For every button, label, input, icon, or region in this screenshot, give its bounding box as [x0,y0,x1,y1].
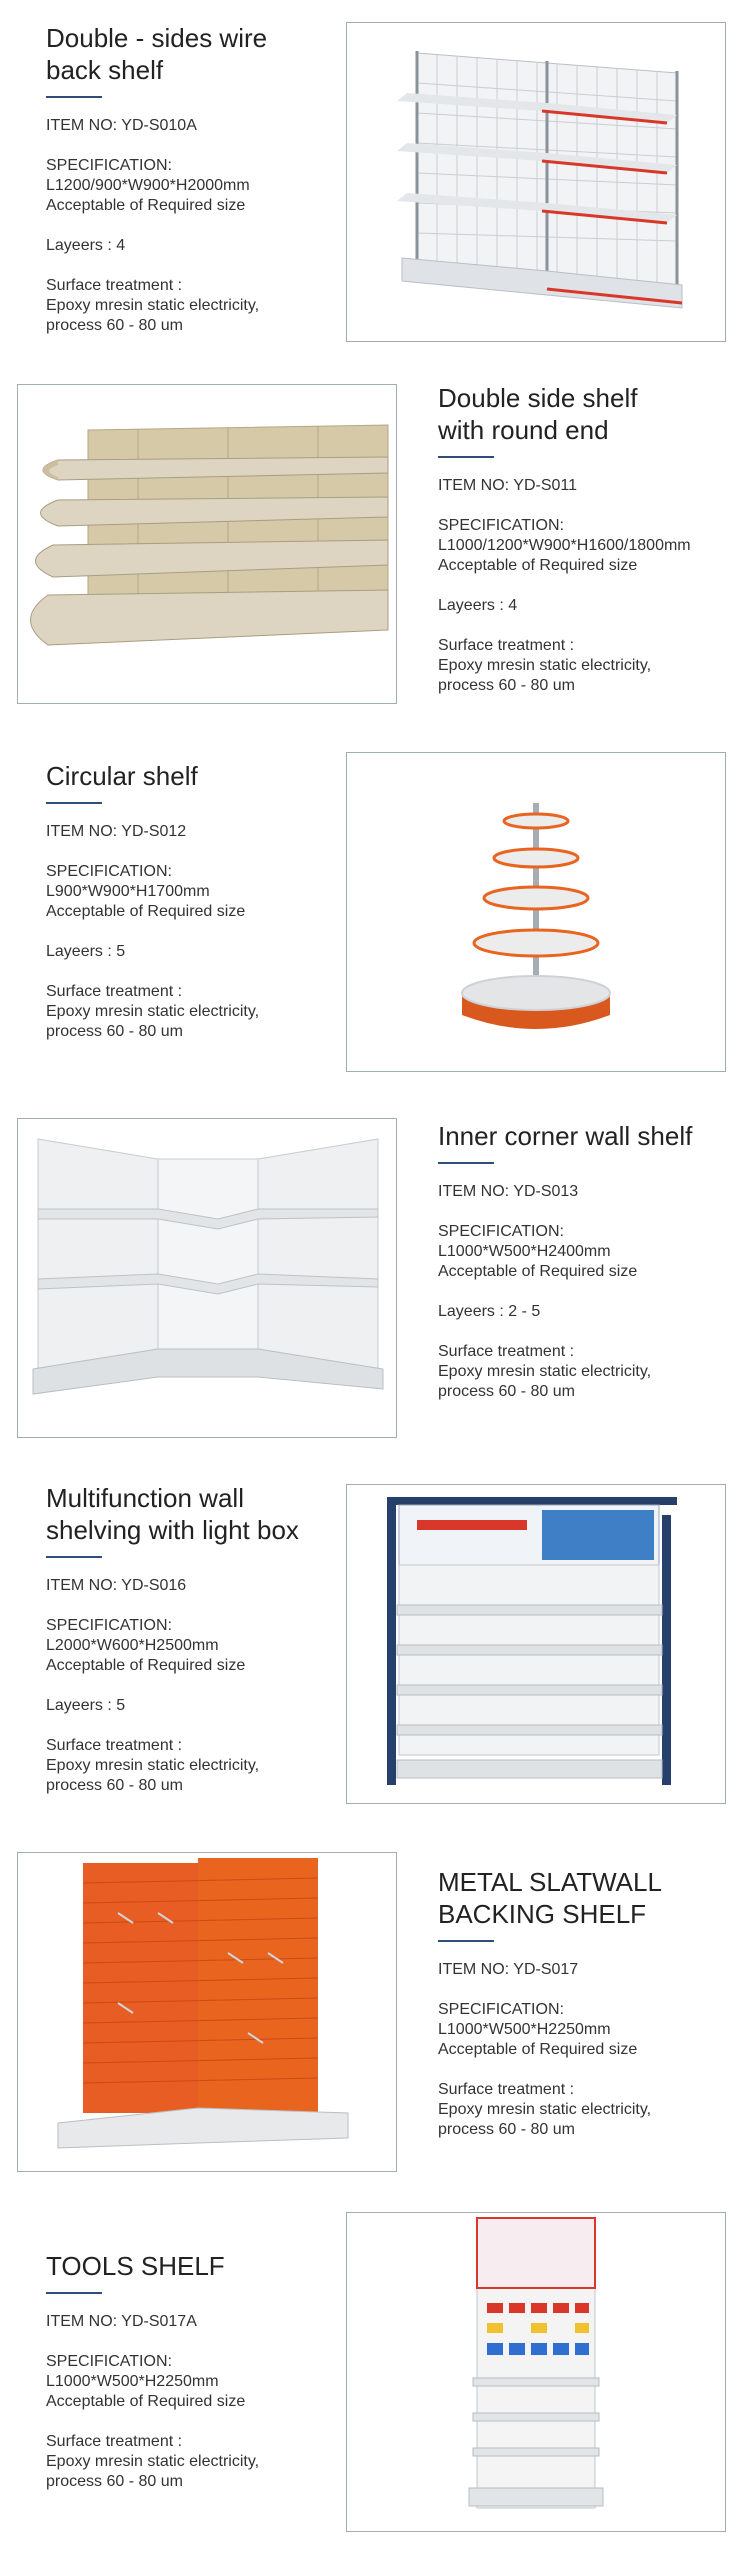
surface-line: process 60 - 80 um [46,1023,183,1040]
product-section [0,2214,745,2554]
spec-value: L1000*W500*H2400mm [438,1243,611,1260]
title-underline [438,456,494,458]
specification [438,1222,738,1282]
specification [46,2352,346,2412]
product-image-round-end-shelf [17,384,397,704]
product-info [46,22,346,356]
product-title-line: Double side shelf [438,383,638,413]
title-underline [438,1162,494,1164]
spec-note: Acceptable of Required size [438,557,638,574]
product-title [46,1482,346,1546]
surface-treatment [46,1736,346,1796]
product-section [0,1478,745,1818]
spec-note: Acceptable of Required size [46,903,246,920]
surface-treatment [46,276,346,336]
product-info [438,1866,738,2160]
surface-line: process 60 - 80 um [46,317,183,334]
product-title [438,1120,738,1152]
product-title [46,22,346,86]
spec-label: SPECIFICATION: [46,1617,172,1634]
surface-label: Surface treatment : [46,2433,183,2450]
product-section [0,1846,745,2186]
item-number: ITEM NO: YD-S017A [46,2313,197,2330]
surface-label: Surface treatment : [46,983,183,1000]
product-info [46,1482,346,1816]
spec-value: L1200/900*W900*H2000mm [46,177,250,194]
specification [438,516,738,576]
surface-treatment [46,982,346,1042]
item-number: ITEM NO: YD-S011 [438,477,577,494]
product-title-line: Inner corner wall shelf [438,1121,693,1151]
product-title-line: METAL SLATWALL [438,1867,662,1897]
wire-shelf-illustration [347,23,725,341]
product-title-line: BACKING SHELF [438,1899,647,1929]
item-number: ITEM NO: YD-S012 [46,823,187,840]
surface-line: Epoxy mresin static electricity, [46,2453,260,2470]
specification [46,862,346,922]
product-info [46,2250,346,2512]
layers: Layeers : 2 - 5 [438,1303,541,1320]
surface-label: Surface treatment : [46,1737,183,1754]
surface-line: process 60 - 80 um [438,677,575,694]
spec-note: Acceptable of Required size [438,1263,638,1280]
product-info [46,760,346,1062]
product-title-line: Double - sides wire [46,23,268,53]
spec-note: Acceptable of Required size [46,1657,246,1674]
slatwall-shelf-illustration [18,1853,396,2171]
product-title-line: with round end [438,415,609,445]
spec-value: L1000*W500*H2250mm [438,2021,611,2038]
surface-line: Epoxy mresin static electricity, [438,2101,652,2118]
title-underline [438,1940,494,1942]
surface-label: Surface treatment : [438,1343,575,1360]
product-title-line: back shelf [46,55,164,85]
spec-value: L2000*W600*H2500mm [46,1637,219,1654]
product-section [0,1104,745,1444]
surface-label: Surface treatment : [438,637,575,654]
specification [46,1616,346,1676]
layers: Layeers : 4 [438,597,518,614]
spec-note: Acceptable of Required size [46,2393,246,2410]
specification [438,2000,738,2060]
surface-line: Epoxy mresin static electricity, [438,1363,652,1380]
spec-label: SPECIFICATION: [46,863,172,880]
light-box-shelving-illustration [347,1485,725,1803]
surface-line: process 60 - 80 um [438,2121,575,2138]
product-title-line: shelving with light box [46,1515,299,1545]
surface-line: process 60 - 80 um [46,1777,183,1794]
surface-label: Surface treatment : [438,2081,575,2098]
product-info [438,1120,738,1422]
product-image-circular-shelf [346,752,726,1072]
surface-line: process 60 - 80 um [438,1383,575,1400]
spec-label: SPECIFICATION: [46,157,172,174]
title-underline [46,2292,102,2294]
product-title [438,1866,738,1930]
surface-line: Epoxy mresin static electricity, [438,657,652,674]
product-image-tools-shelf [346,2212,726,2532]
item-number: ITEM NO: YD-S016 [46,1577,187,1594]
surface-treatment [438,636,738,696]
product-title-line: TOOLS SHELF [46,2251,225,2281]
item-number: ITEM NO: YD-S010A [46,117,197,134]
spec-label: SPECIFICATION: [438,2001,564,2018]
specification [46,156,346,216]
title-underline [46,96,102,98]
product-image-light-box-shelving [346,1484,726,1804]
surface-treatment [438,2080,738,2140]
surface-label: Surface treatment : [46,277,183,294]
product-title-line: Circular shelf [46,761,198,791]
spec-label: SPECIFICATION: [438,517,564,534]
spec-value: L900*W900*H1700mm [46,883,210,900]
layers: Layeers : 5 [46,1697,126,1714]
layers: Layeers : 5 [46,943,126,960]
product-section [0,368,745,708]
item-number: ITEM NO: YD-S017 [438,1961,579,1978]
product-section [0,0,745,340]
item-number: ITEM NO: YD-S013 [438,1183,579,1200]
title-underline [46,1556,102,1558]
round-end-shelf-illustration [18,385,396,703]
product-image-corner-shelf [17,1118,397,1438]
surface-line: process 60 - 80 um [46,2473,183,2490]
product-title [438,382,738,446]
product-title-line: Multifunction wall [46,1483,244,1513]
product-info [438,382,738,716]
spec-value: L1000/1200*W900*H1600/1800mm [438,537,691,554]
spec-label: SPECIFICATION: [438,1223,564,1240]
product-title [46,760,346,792]
product-image-slatwall-shelf [17,1852,397,2172]
layers: Layeers : 4 [46,237,126,254]
spec-value: L1000*W500*H2250mm [46,2373,219,2390]
corner-shelf-illustration [18,1119,396,1437]
surface-line: Epoxy mresin static electricity, [46,1003,260,1020]
title-underline [46,802,102,804]
spec-note: Acceptable of Required size [438,2041,638,2058]
surface-treatment [438,1342,738,1402]
product-section [0,736,745,1076]
surface-treatment [46,2432,346,2492]
product-title [46,2250,346,2282]
spec-note: Acceptable of Required size [46,197,246,214]
surface-line: Epoxy mresin static electricity, [46,297,260,314]
spec-label: SPECIFICATION: [46,2353,172,2370]
product-image-wire-back-shelf [346,22,726,342]
circular-shelf-illustration [347,753,725,1071]
tools-shelf-illustration [347,2213,725,2531]
surface-line: Epoxy mresin static electricity, [46,1757,260,1774]
